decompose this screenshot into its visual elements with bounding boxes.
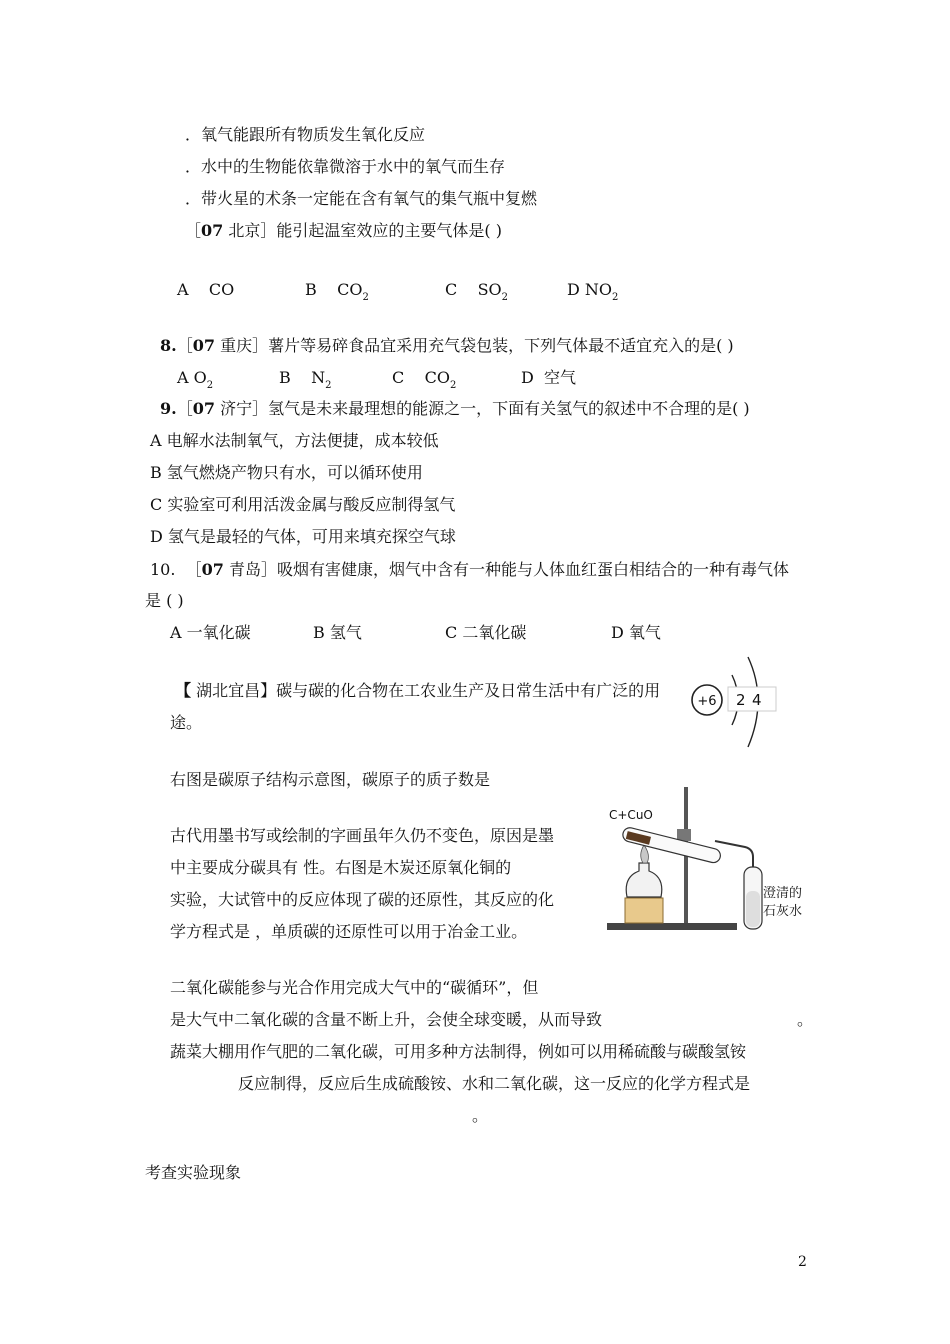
q8-option-a [177, 368, 214, 391]
q10-number: 10. [150, 560, 176, 579]
q11-part-2-line-4: 学方程式是 ，单质碳的还原性可以用于冶金工业。 [170, 922, 528, 941]
option-text: CO [337, 280, 363, 299]
q10-option-a: A 一氧化碳 [170, 623, 251, 642]
option-subscript: 2 [449, 380, 457, 391]
q10-tag: 07 [201, 560, 224, 579]
wood-block [625, 898, 663, 923]
q7-option-b [305, 280, 369, 303]
q11-part-2-line-3: 实验，大试管中的反应体现了碳的还原性，其反应的化 [170, 890, 555, 909]
inner-shell-electrons: 2 [736, 691, 746, 709]
q11-part-2-line-1: 古代用墨书写或绘制的字画虽年久仍不变色，原因是墨 [170, 826, 555, 845]
question-9 [160, 399, 750, 419]
carbon-reduction-apparatus [605, 785, 805, 940]
alcohol-lamp [626, 863, 662, 897]
q8-number: 8. [160, 336, 177, 355]
option-line-1: ．氧气能跟所有物质发生氧化反应 [185, 125, 426, 144]
tube-label: C+CuO [609, 808, 653, 822]
q7-option-a [177, 280, 234, 300]
option-subscript: 2 [206, 380, 214, 391]
q7-option-d [567, 280, 619, 303]
q7-bracket: ［ [185, 221, 202, 240]
q9-option-d: D 氢气是最轻的气体，可用来填充探空气球 [150, 527, 456, 546]
q10-bracket: ［ [185, 560, 202, 579]
question-8 [160, 336, 734, 356]
q10-text: 青岛］吸烟有害健康，烟气中含有一种能与人体血红蛋白相结合的一种有毒气体 [223, 560, 789, 579]
option-subscript: 2 [612, 292, 619, 303]
q11-lead-text: 湖北宜昌】碳与碳的化合物在工农业生产及日常生活中有广泛的用 [191, 681, 661, 700]
limewater-label-1: 澄清的 [763, 886, 803, 901]
option-label: C [392, 368, 405, 387]
q9-option-c: C 实验室可利用活泼金属与酸反应制得氢气 [150, 495, 456, 514]
limewater-label-2: 石灰水 [763, 904, 803, 919]
option-text: N [311, 368, 326, 387]
option-label: C [445, 280, 458, 299]
outer-shell-electrons: 4 [752, 691, 762, 709]
q9-text: 济宁］氢气是未来最理想的能源之一，下面有关氢气的叙述中不合理的是( ) [214, 399, 750, 418]
limewater [746, 891, 760, 927]
option-label: D [567, 280, 580, 299]
option-line-3: ．带火星的术条一定能在含有氧气的集气瓶中复燃 [185, 189, 538, 208]
q8-bracket: ［ [176, 336, 193, 355]
apparatus-base [607, 923, 737, 930]
q11-part-3-line-2: 是大气中二氧化碳的含量不断上升，会使全球变暖，从而导致 [170, 1010, 603, 1029]
q11-lead [175, 681, 660, 701]
q11-bracket: 【 [175, 681, 192, 700]
q10-option-c: C 二氧化碳 [445, 623, 527, 642]
carbon-atom-diagram [688, 655, 784, 755]
flame [641, 845, 649, 863]
q9-tag: 07 [192, 399, 215, 418]
q9-option-a: A 电解水法制氧气，方法便捷，成本较低 [150, 431, 439, 450]
q8-option-d [521, 368, 576, 388]
large-test-tube [621, 826, 721, 864]
q11-part-3-line-1: 二氧化碳能参与光合作用完成大气中的“碳循环”，但 [170, 978, 539, 997]
q9-bracket: ［ [176, 399, 193, 418]
option-label: B [305, 280, 317, 299]
page-number: 2 [798, 1254, 807, 1270]
q9-number: 9. [160, 399, 177, 418]
question-7 [185, 221, 502, 241]
q8-option-c [392, 368, 457, 391]
q11-part-3-line-3: 蔬菜大棚用作气肥的二氧化碳，可用多种方法制得，例如可以用稀硫酸与碳酸氢铵 [170, 1042, 747, 1061]
q9-option-b: B 氢气燃烧产物只有水，可以循环使用 [150, 463, 423, 482]
q11-part-3-line-4: 反应制得，反应后生成硫酸铵、水和二氧化碳，这一反应的化学方程式是 [238, 1074, 751, 1093]
nucleus-charge: +6 [697, 694, 717, 709]
q7-tag: 07 [201, 221, 224, 240]
option-text: 空气 [544, 368, 577, 387]
option-label: B [279, 368, 291, 387]
option-text: O [193, 368, 207, 387]
q7-option-c [445, 280, 509, 303]
q8-tag: 07 [192, 336, 215, 355]
option-text: CO [208, 280, 235, 299]
option-label: D [521, 368, 534, 387]
option-text: SO [477, 280, 502, 299]
question-10 [150, 560, 789, 580]
section-heading: 考查实验现象 [145, 1163, 242, 1182]
option-label: A [177, 280, 189, 299]
q10-option-b: B 氢气 [313, 623, 362, 642]
q7-text: 北京］能引起温室效应的主要气体是( ) [223, 221, 502, 240]
q11-part-1: 右图是碳原子结构示意图，碳原子的质子数是 [170, 770, 491, 789]
q11-part-2-line-2: 中主要成分碳具有 性。右图是木炭还原氧化铜的 [170, 858, 512, 877]
option-subscript: 2 [501, 292, 509, 303]
q11-period-1: 。 [797, 1010, 814, 1029]
q11-period-2: 。 [472, 1106, 489, 1125]
q8-text: 重庆］薯片等易碎食品宜采用充气袋包装，下列气体最不适宜充入的是( ) [214, 336, 734, 355]
option-text: NO [584, 280, 613, 299]
option-label: A [177, 368, 189, 387]
option-text: CO [424, 368, 450, 387]
option-line-2: ．水中的生物能依靠微溶于水中的氧气而生存 [185, 157, 506, 176]
option-subscript: 2 [362, 292, 369, 303]
option-subscript: 2 [325, 380, 332, 391]
q11-lead-2: 途。 [170, 713, 203, 732]
q10-line-2: 是 ( ) [145, 591, 184, 610]
q8-option-b [279, 368, 332, 391]
q10-option-d: D 氧气 [611, 623, 661, 642]
